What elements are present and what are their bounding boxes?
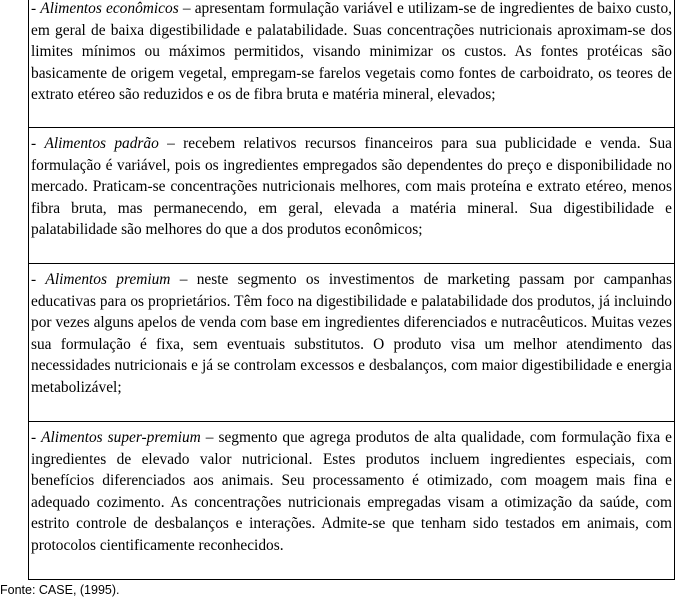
bullet-dash: - [31, 271, 46, 288]
paragraph-super-premium [31, 427, 672, 556]
bullet-dash: - [31, 429, 42, 446]
category-name: Alimentos padrão [44, 135, 159, 152]
paragraph-padrao [31, 133, 672, 241]
category-description: – neste segmento os investimentos de marketing passam por campanhas educativas para os proprietários. Têm foco na digestibilidade e palatabilidade dos produtos, já incluindo por vezes alguns apelos de venda com base em ingredientes diferenciados e nutracêuticos. Muitas vezes sua formulação é fixa, sem eventuais substitutos. O produto visa um melhor atendimento das necessidades nutricionais e já se controlam excessos e desbalanços, com maior digestibilidade e energia metabolizável; [31, 271, 672, 396]
category-description: – segmento que agrega produtos de alta qualidade, com formulação fixa e ingredientes de elevado valor nutricional. Estes produtos incluem ingredientes especiais, com benefícios diferenciados aos animais. Seu processamento é otimizado, com moagem mais fina e adequado cozimento. As concentrações nutricionais empregadas visam a otimização da saúde, com estrito controle de desbalanços e interações. Admite-se que tenham sido testados em animais, com protocolos cientificamente reconhecidos. [31, 429, 672, 554]
category-description: – apresentam formulação variável e utilizam-se de ingredientes de baixo custo, em geral de baixa digestibilidade e palatabilidade. Suas concentrações nutricionais aproximam-se dos limites mínimos ou máximos permitidos, visando minimizar os custos. As fontes protéicas são basicamente de origem vegetal, empregam-se farelos vegetais como fontes de carboidrato, os teores de extrato etéreo são reduzidos e os de fibra bruta e matéria mineral, elevados; [31, 0, 672, 103]
category-description: – recebem relativos recursos financeiros para sua publicidade e venda. Sua formulação é variável, pois os ingredientes empregados são dependentes do preço e disponibilidade no mercado. Praticam-se concentrações nutricionais melhores, com mais proteína e extrato etéreo, menos fibra bruta, mas permanecendo, em geral, elevada a matéria mineral. Sua digestibilidade e palatabilidade são melhores do que a dos produtos econômicos; [31, 135, 673, 238]
divider [29, 127, 674, 128]
paragraph-premium [31, 269, 672, 398]
source-caption: Fonte: CASE, (1995). [0, 583, 120, 597]
category-name: Alimentos premium [45, 271, 171, 288]
category-name: Alimentos super-premium [41, 429, 201, 446]
divider [29, 263, 674, 264]
divider [29, 421, 674, 422]
text-box [28, 0, 675, 580]
bullet-dash: - [31, 0, 41, 17]
paragraph-economicos [31, 0, 672, 106]
bullet-dash: - [31, 135, 45, 152]
category-name: Alimentos econômicos [40, 0, 179, 17]
